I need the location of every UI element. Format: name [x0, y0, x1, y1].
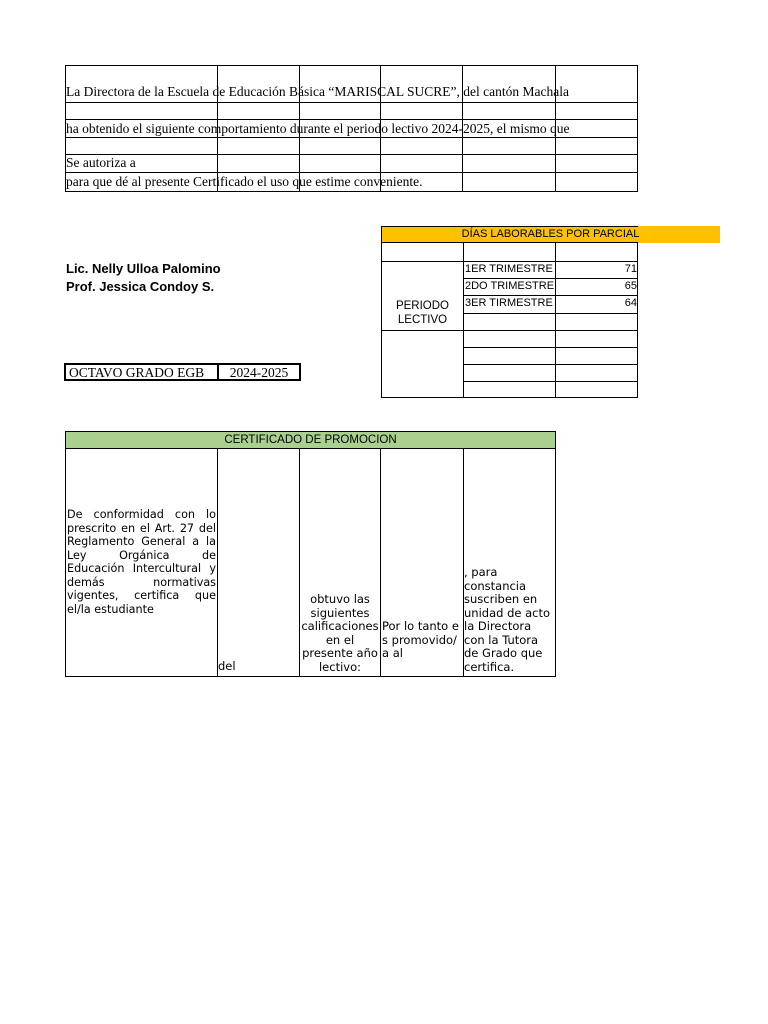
trimestre-2-value: 65 [624, 280, 637, 292]
certificate-line-2: ha obtenido el siguiente comportamiento durante el periodo lectivo 2024-2025, el mismo que [66, 121, 570, 136]
grade-box [64, 363, 301, 381]
dias-laborables-table [381, 226, 721, 398]
certificado-col-4: Por lo tanto es promovido/a al [382, 619, 459, 660]
certificate-line-3: Se autoriza a [66, 155, 136, 170]
certificate-line-1: La Directora de la Escuela de Educación Básica “MARISCAL SUCRE”, del cantón Machala [66, 84, 569, 99]
certificate-text-block [65, 65, 638, 192]
certificado-col-2: del [218, 659, 236, 673]
grade-name: OCTAVO GRADO EGB [69, 365, 205, 380]
trimestre-3-label: 3ER TIRMESTRE [465, 297, 553, 309]
certificado-col-3: obtuvo las siguientes calificaciones en el presente año lectivo: [301, 592, 379, 674]
certificado-table [65, 431, 556, 677]
trimestre-1-label: 1ER TRIMESTRE [465, 263, 553, 275]
trimestre-1-value: 71 [624, 263, 637, 275]
periodo-lectivo-label: PERIODO LECTIVO [395, 300, 450, 326]
trimestre-3-value: 64 [624, 297, 637, 309]
tutora-name: Prof. Jessica Condoy S. [66, 279, 215, 294]
dias-laborables-header: DÍAS LABORABLES POR PARCIAL [381, 226, 720, 243]
certificado-col-1: De conformidad con lo prescrito en el Art. 27 del Reglamento General a la Ley Orgánica de Educación Intercultural y demás normativas vigentes, certifica que el/la estudiante [67, 508, 216, 616]
directora-name: Lic. Nelly Ulloa Palomino [66, 261, 221, 276]
trimestre-2-label: 2DO TRIMESTRE [465, 280, 555, 292]
certificado-header: CERTIFICADO DE PROMOCION [65, 431, 556, 449]
certificado-col-5: , para constancia suscriben en unidad de acto la Directora con la Tutora de Grado que certifica. [464, 565, 551, 674]
grade-year: 2024-2025 [229, 365, 289, 380]
certificate-line-4: para que dé al presente Certificado el uso que estime conveniente. [66, 174, 423, 189]
